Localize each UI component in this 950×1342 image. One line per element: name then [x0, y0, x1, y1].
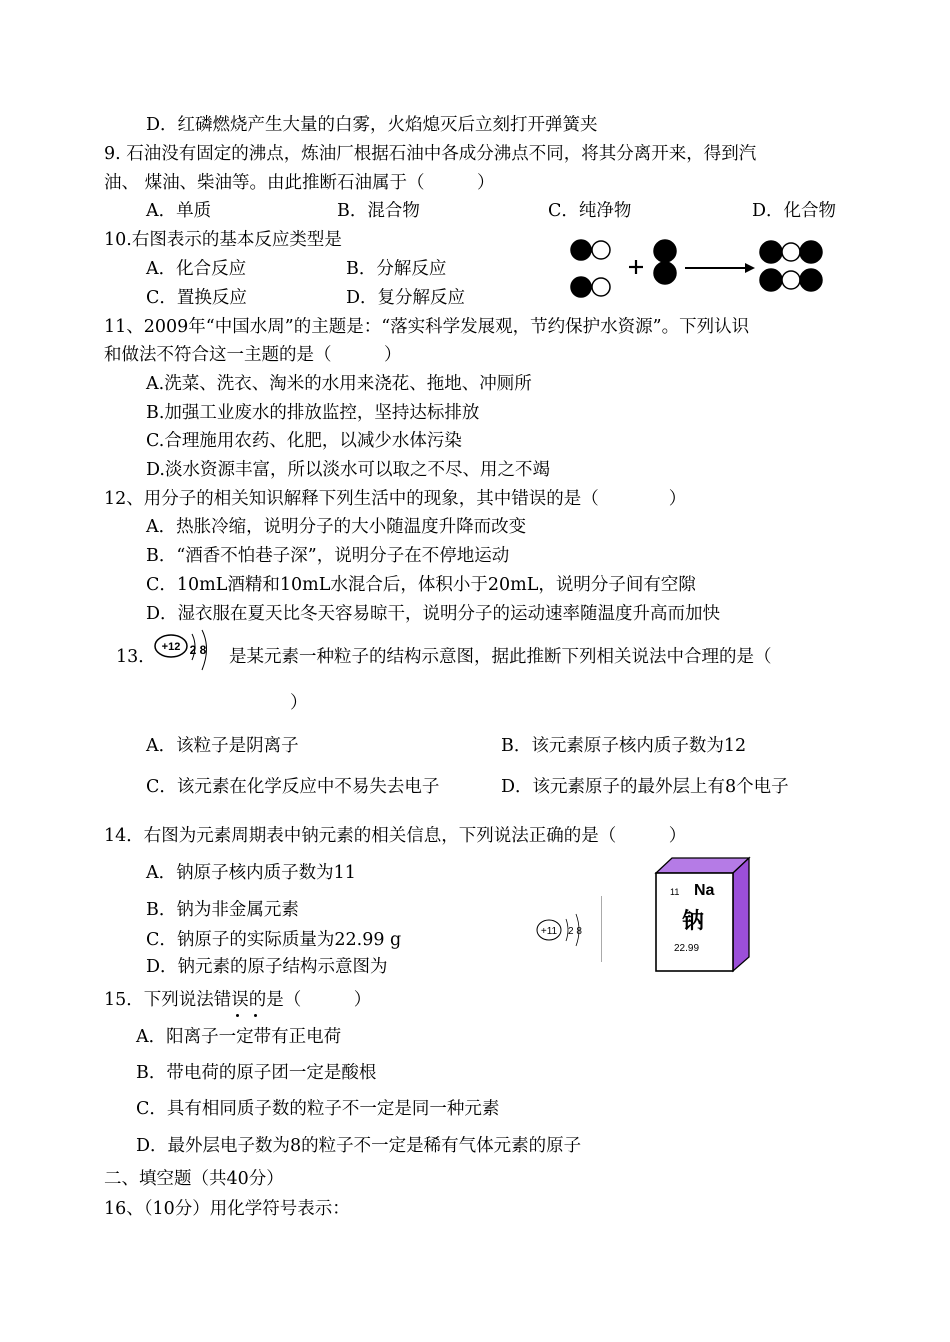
- molecule-3-black-atom-top: [654, 240, 676, 262]
- q10-option-d: D．复分解反应: [346, 288, 466, 308]
- q13-ion-structure-diagram: [152, 626, 224, 678]
- q13-option-c: C．该元素在化学反应中不易失去电子: [146, 777, 440, 797]
- element-name: 钠: [682, 909, 705, 934]
- q16-stem: 16、（10分）用化学符号表示：: [104, 1199, 350, 1219]
- q10-option-a: A．化合反应: [146, 259, 247, 279]
- q14-option-a: A．钠原子核内质子数为11: [146, 863, 356, 883]
- product-black-atom: [760, 241, 782, 263]
- q14-option-d: D．钠元素的原子结构示意图为: [146, 957, 388, 977]
- product-black-atom: [800, 241, 822, 263]
- card-side-face: [733, 858, 749, 971]
- q9-option-d: D．化合物: [752, 201, 837, 221]
- q10-option-c: C．置换反应: [146, 288, 247, 308]
- q9-option-a: A．单质: [146, 201, 212, 221]
- product-white-atom: [782, 243, 800, 261]
- q14-stem: 14．右图为元素周期表中钠元素的相关信息，下列说法正确的是（ ）: [104, 826, 687, 846]
- nucleus-charge: +11: [540, 926, 558, 937]
- q11-stem-line1: 11、2009年“中国水周”的主题是：“落实科学发展观，节约保护水资源”。下列认识: [104, 317, 750, 337]
- q11-option-b: B.加强工业废水的排放监控，坚持达标排放: [146, 403, 480, 423]
- sodium-periodic-table-card: [652, 855, 756, 975]
- q15-option-a: A．阳离子一定带有正电荷: [136, 1027, 342, 1047]
- q10-option-b: B．分解反应: [346, 259, 447, 279]
- q13-option-b: B．该元素原子核内质子数为12: [501, 736, 747, 756]
- q15-option-d: D．最外层电子数为8的粒子不一定是稀有气体元素的原子: [136, 1136, 582, 1156]
- q14-option-c: C．钠原子的实际质量为22.99 g: [146, 930, 402, 950]
- element-symbol: Na: [694, 882, 715, 899]
- q9-stem-line2: 油、 煤油、柴油等。由此推断石油属于（ ）: [104, 173, 495, 193]
- q13-stem: 是某元素一种粒子的结构示意图，据此推断下列相关说法中合理的是（: [229, 647, 772, 667]
- product-black-atom: [800, 269, 822, 291]
- product-black-atom: [760, 269, 782, 291]
- q15-option-b: B．带电荷的原子团一定是酸根: [136, 1063, 377, 1083]
- q13-option-a: A．该粒子是阴离子: [146, 736, 299, 756]
- q9-option-c: C．纯净物: [548, 201, 632, 221]
- shell-electrons: 2 8: [189, 643, 207, 657]
- q12-option-c: C．10mL酒精和10mL水混合后，体积小于20mL，说明分子间有空隙: [146, 575, 696, 595]
- q13-number: 13．: [116, 647, 156, 667]
- shell-electrons: 2 8: [568, 926, 582, 937]
- q11-stem-line2: 和做法不符合这一主题的是（ ）: [104, 345, 402, 365]
- q8-option-d: D．红磷燃烧产生大量的白雾，火焰熄灭后立刻打开弹簧夹: [146, 115, 598, 135]
- reaction-diagram: [565, 232, 840, 304]
- section-heading-fill-in: 二、填空题（共40分）: [104, 1169, 284, 1189]
- product-white-atom: [782, 271, 800, 289]
- q9-stem-line1: 9. 石油没有固定的沸点，炼油厂根据石油中各成分沸点不同，将其分离开来，得到汽: [104, 144, 757, 164]
- q13-option-d: D．该元素原子的最外层上有8个电子: [501, 777, 789, 797]
- q14-option-b: B．钠为非金属元素: [146, 900, 299, 920]
- atomic-number: 11: [670, 887, 680, 897]
- q11-option-c: C.合理施用农药、化肥，以减少水体污染: [146, 431, 462, 451]
- q12-option-d: D．湿衣服在夏天比冬天容易晾干，说明分子的运动速率随温度升高而加快: [146, 604, 721, 624]
- q11-option-a: A.洗菜、洗衣、淘米的水用来浇花、拖地、冲厕所: [146, 374, 532, 394]
- figure-divider-line: [601, 896, 602, 962]
- sodium-atom-structure-diagram: [534, 906, 594, 954]
- q15-stem: 15．下列说法错误的是（ ）: [104, 990, 372, 1010]
- q12-option-b: B．“酒香不怕巷子深”，说明分子在不停地运动: [146, 546, 510, 566]
- emphasis-dot: [236, 1014, 239, 1017]
- q10-stem: 10.右图表示的基本反应类型是: [104, 230, 342, 250]
- q12-stem: 12、用分子的相关知识解释下列生活中的现象，其中错误的是（ ）: [104, 489, 687, 509]
- molecule-2-black-atom: [571, 277, 591, 297]
- molecule-2-white-atom: [592, 278, 610, 296]
- plus-sign: [629, 260, 643, 274]
- molecule-3-black-atom-bottom: [654, 262, 676, 284]
- reaction-arrow: [685, 263, 755, 273]
- atomic-mass: 22.99: [674, 943, 700, 954]
- molecule-1-white-atom: [592, 241, 610, 259]
- emphasis-dot: [254, 1014, 257, 1017]
- q9-option-b: B．混合物: [337, 201, 420, 221]
- q13-paren: ）: [290, 693, 308, 713]
- q12-option-a: A．热胀冷缩，说明分子的大小随温度升降而改变: [146, 517, 527, 537]
- q11-option-d: D.淡水资源丰富，所以淡水可以取之不尽、用之不竭: [146, 460, 550, 480]
- nucleus-charge: +12: [161, 641, 181, 653]
- molecule-1-black-atom: [571, 240, 591, 260]
- q15-option-c: C．具有相同质子数的粒子不一定是同一种元素: [136, 1099, 500, 1119]
